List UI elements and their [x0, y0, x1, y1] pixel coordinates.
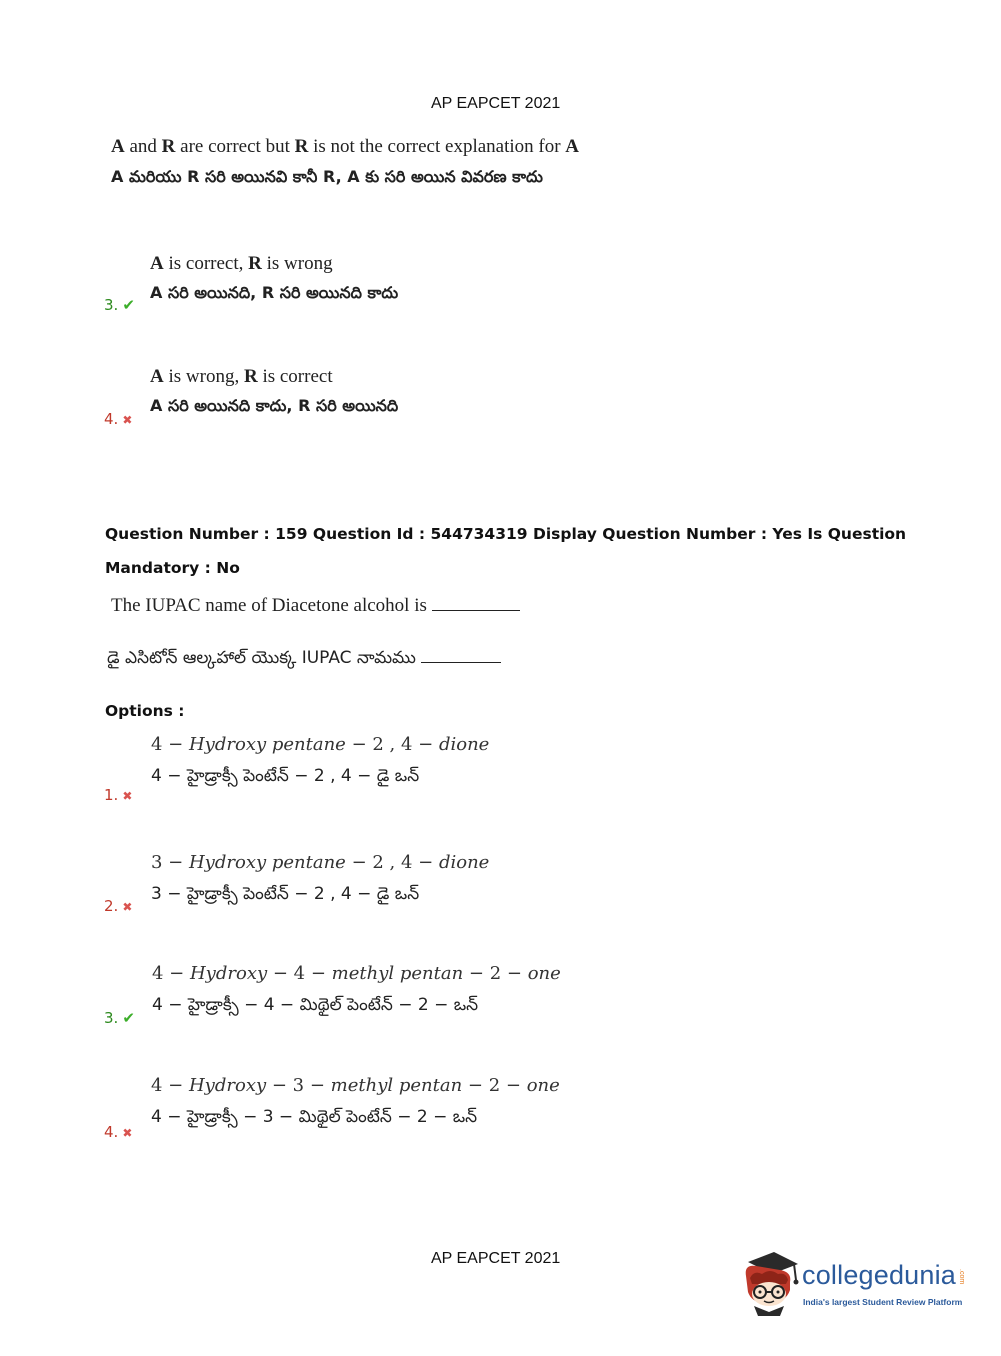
logo-tagline: India's largest Student Review Platform [803, 1297, 963, 1307]
prev-option-2-telugu: A మరియు R సరి అయినవి కానీ R, A కు సరి అయిన వివరణ కాదు [111, 167, 543, 186]
logo-wordmark: collegedunia [802, 1260, 957, 1290]
prev-option-3-telugu: A సరి అయినది, R సరి అయినది కాదు [150, 283, 399, 302]
option-number: 4. [104, 410, 119, 428]
prev-option-4-marker [104, 409, 132, 428]
answer-blank [421, 662, 501, 663]
cross-mark-icon: ✖ [122, 789, 133, 803]
prev-option-3-english: A is correct, R is wrong [150, 253, 333, 274]
option-4-telugu: 4 − హైడ్రాక్సీ − 3 − మిథైల్ పెంటేన్ − 2 − ఒన్ [151, 1107, 478, 1127]
prev-option-3-marker [104, 295, 135, 314]
option-1-marker [104, 785, 132, 804]
answer-blank [432, 610, 520, 611]
prev-option-4-telugu: A సరి అయినది కాదు, R సరి అయినది [150, 396, 399, 415]
cross-mark-icon: ✖ [122, 1126, 133, 1140]
prev-option-2-english: A and R are correct but R is not the correct explanation for A [111, 136, 580, 157]
cross-mark-icon: ✖ [122, 900, 133, 914]
option-number: 2. [104, 897, 119, 915]
collegedunia-logo [740, 1250, 970, 1320]
option-number: 3. [104, 1009, 119, 1027]
option-2-telugu: 3 − హైడ్రాక్సీ పెంటేన్ − 2 , 4 − డై ఒన్ [151, 884, 420, 904]
option-number: 4. [104, 1123, 119, 1141]
option-number: 3. [104, 296, 119, 314]
page-header-title: AP EAPCET 2021 [431, 95, 561, 112]
option-4-english: 4 − Hydroxy − 3 − methyl pentan − 2 − one [151, 1075, 560, 1096]
question-telugu: డై ఎసిటోన్ ఆల్కహాల్ యొక్క IUPAC నామము [107, 648, 501, 672]
option-2-english: 3 − Hydroxy pentane − 2 , 4 − dione [151, 852, 490, 873]
question-english: The IUPAC name of Diacetone alcohol is [111, 595, 520, 617]
question-meta-line-1: Question Number : 159 Question Id : 544734319 Display Question Number : Yes Is Question [105, 525, 907, 543]
page-footer-title: AP EAPCET 2021 [431, 1250, 561, 1267]
option-number: 1. [104, 786, 119, 804]
option-3-telugu: 4 − హైడ్రాక్సీ − 4 − మిథైల్ పెంటేన్ − 2 − ఒన్ [152, 995, 479, 1015]
cross-mark-icon: ✖ [122, 413, 133, 427]
mascot-icon [740, 1250, 802, 1316]
option-1-english: 4 − Hydroxy pentane − 2 , 4 − dione [151, 734, 490, 755]
option-3-marker [104, 1008, 135, 1027]
question-meta-line-2: Mandatory : No [105, 559, 240, 577]
check-mark-icon: ✔ [122, 1009, 135, 1027]
options-label: Options : [105, 702, 185, 720]
option-4-marker [104, 1122, 132, 1141]
logo-domain-suffix: .com [958, 1269, 965, 1285]
check-mark-icon: ✔ [122, 296, 135, 314]
prev-option-4-english: A is wrong, R is correct [150, 366, 333, 387]
option-1-telugu: 4 − హైడ్రాక్సీ పెంటేన్ − 2 , 4 − డై ఒన్ [151, 766, 420, 786]
option-2-marker [104, 896, 132, 915]
option-3-english: 4 − Hydroxy − 4 − methyl pentan − 2 − one [152, 963, 561, 984]
